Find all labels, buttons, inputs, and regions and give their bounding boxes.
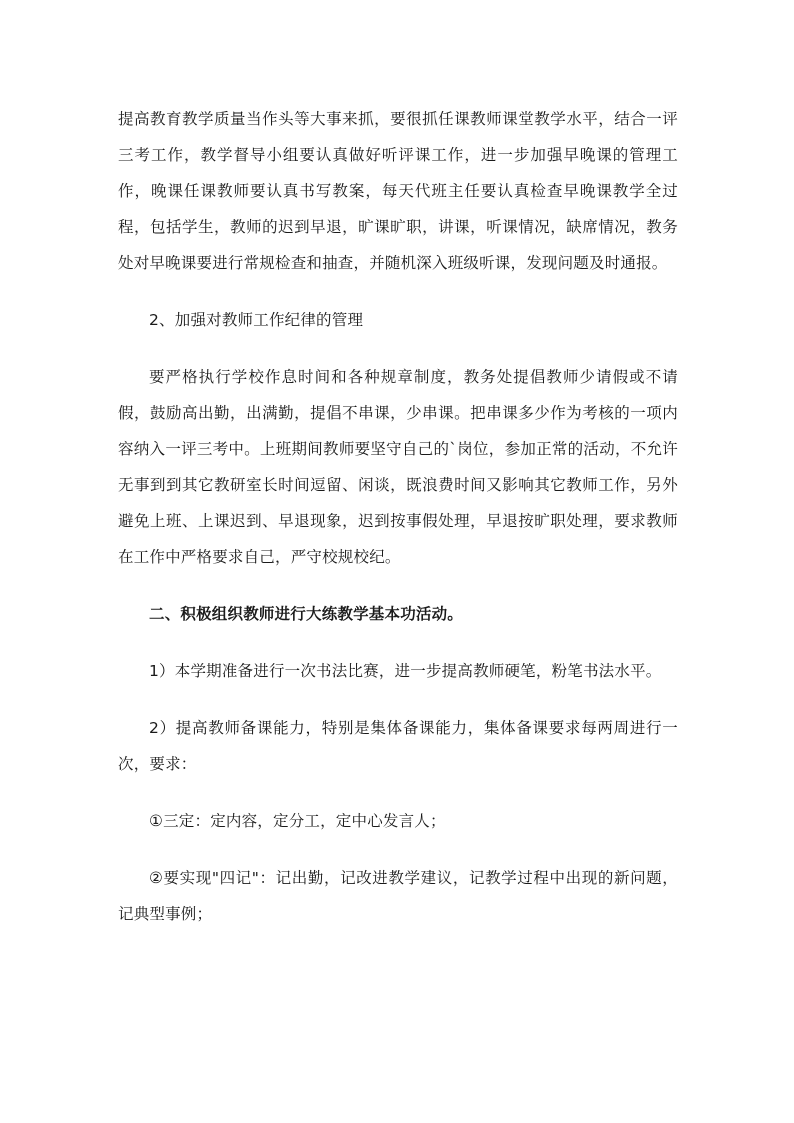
list-item-lesson-prep: 2）提高教师备课能力，特别是集体备课能力，集体备课要求每两周进行一次，要求：: [118, 719, 678, 773]
paragraph-teaching-quality: 提高教育教学质量当作头等大事来抓，要很抓任课教师课堂教学水平，结合一评三考工作，教学督导小组要认真做好听评课工作，进一步加强早晚课的管理工作，晚课任课教师要认真书写教案，每天代班主任要认真检查早晚课教学全过程，包括学生，教师的迟到早退，旷课旷职，讲课，听课情况，缺席情况，教务处对早晚课要进行常规检查和抽查，并随机深入班级听课，发现问题及时通报。: [118, 110, 678, 272]
subheading-work-discipline: 2、加强对教师工作纪律的管理: [149, 311, 364, 329]
list-item-calligraphy: 1）本学期准备进行一次书法比赛，进一步提高教师硬笔，粉笔书法水平。: [149, 662, 662, 680]
list-item-four-records: ②要实现"四记"：记出勤，记改进教学建议，记教学过程中出现的新问题，记典型事例；: [118, 869, 678, 923]
paragraph-work-discipline: 要严格执行学校作息时间和各种规章制度，教务处提倡教师少请假或不请假，鼓励高出勤，出满勤，提倡不串课，少串课。把串课多少作为考核的一项内容纳入一评三考中。上班期间教师要坚守自己的`岗位，参加正常的活动，不允许无事到到其它教研室长时间逗留、闲谈，既浪费时间又影响其它教师工作，另外避免上班、上课迟到、早退现象，迟到按事假处理，早退按旷职处理，要求教师在工作中严格要求自己，严守校规校纪。: [118, 368, 678, 566]
section-heading-basic-skills: 二、积极组织教师进行大练教学基本功活动。: [149, 605, 464, 623]
list-item-three-fixed: ①三定：定内容，定分工，定中心发言人；: [149, 812, 446, 830]
document-body: [118, 101, 678, 932]
